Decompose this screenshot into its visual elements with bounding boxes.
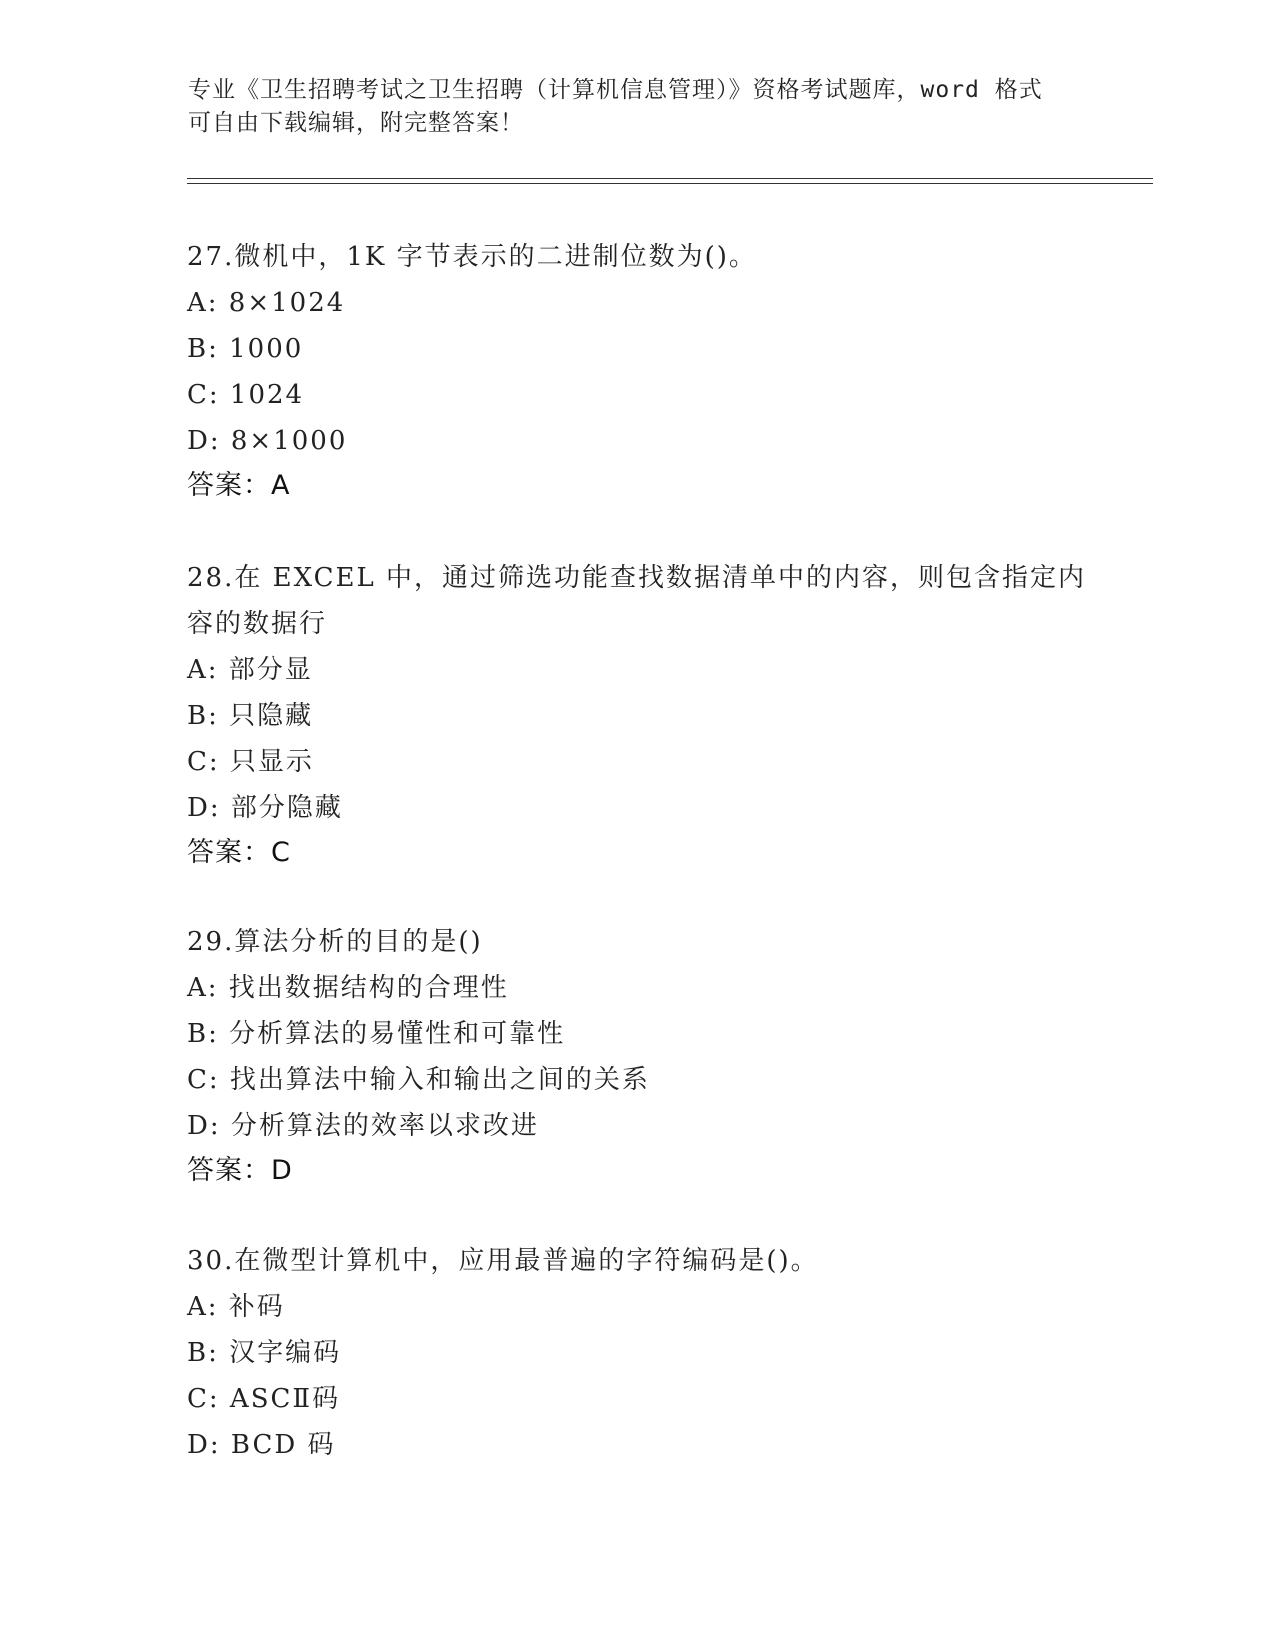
- option-b: B: 汉字编码: [187, 1338, 342, 1368]
- option-d: D: 8×1000: [187, 426, 348, 456]
- option-c: C: 找出算法中输入和输出之间的关系: [187, 1065, 650, 1095]
- option-b: B: 分析算法的易懂性和可靠性: [187, 1019, 566, 1049]
- answer-key: 答案：A: [187, 470, 291, 501]
- question-29: [187, 919, 1087, 1193]
- question-27: [187, 234, 1087, 508]
- question-stem: [187, 1238, 1087, 1284]
- option-a: A: 8×1024: [187, 288, 346, 318]
- question-stem: [187, 919, 1087, 965]
- document-header: [188, 74, 1088, 140]
- header-line-2: 可自由下载编辑，附完整答案！: [188, 110, 524, 136]
- question-30: [187, 1238, 1087, 1468]
- option-c: C: ASCⅡ码: [187, 1384, 341, 1414]
- answer-key: 答案：D: [187, 1155, 293, 1186]
- question-stem: [187, 234, 1087, 280]
- option-b: B: 只隐藏: [187, 701, 314, 731]
- option-c: C: 只显示: [187, 747, 314, 777]
- question-stem-line: 27.微机中，1K 字节表示的二进制位数为()。: [187, 242, 757, 272]
- question-stem: [187, 555, 1087, 647]
- option-a: A: 补码: [187, 1292, 285, 1322]
- question-stem-line: 29.算法分析的目的是(): [187, 927, 483, 957]
- option-a: A: 找出数据结构的合理性: [187, 973, 509, 1003]
- question-stem-line: 28.在 EXCEL 中，通过筛选功能查找数据清单中的内容，则包含指定内: [187, 563, 1087, 593]
- header-line-1: 专业《卫生招聘考试之卫生招聘（计算机信息管理）》资格考试题库，word 格式: [188, 77, 1043, 103]
- option-d: D: 分析算法的效率以求改进: [187, 1111, 539, 1141]
- question-stem-line: 30.在微型计算机中，应用最普遍的字符编码是()。: [187, 1246, 819, 1276]
- header-divider-top: [187, 178, 1153, 179]
- question-28: [187, 555, 1087, 875]
- option-d: D: 部分隐藏: [187, 793, 343, 823]
- answer-key: 答案：C: [187, 837, 291, 868]
- option-a: A: 部分显: [187, 655, 313, 685]
- option-b: B: 1000: [187, 334, 304, 364]
- header-divider-bottom: [187, 183, 1153, 184]
- option-d: D: BCD 码: [187, 1430, 336, 1460]
- question-stem-line: 容的数据行: [187, 609, 328, 639]
- option-c: C: 1024: [187, 380, 305, 410]
